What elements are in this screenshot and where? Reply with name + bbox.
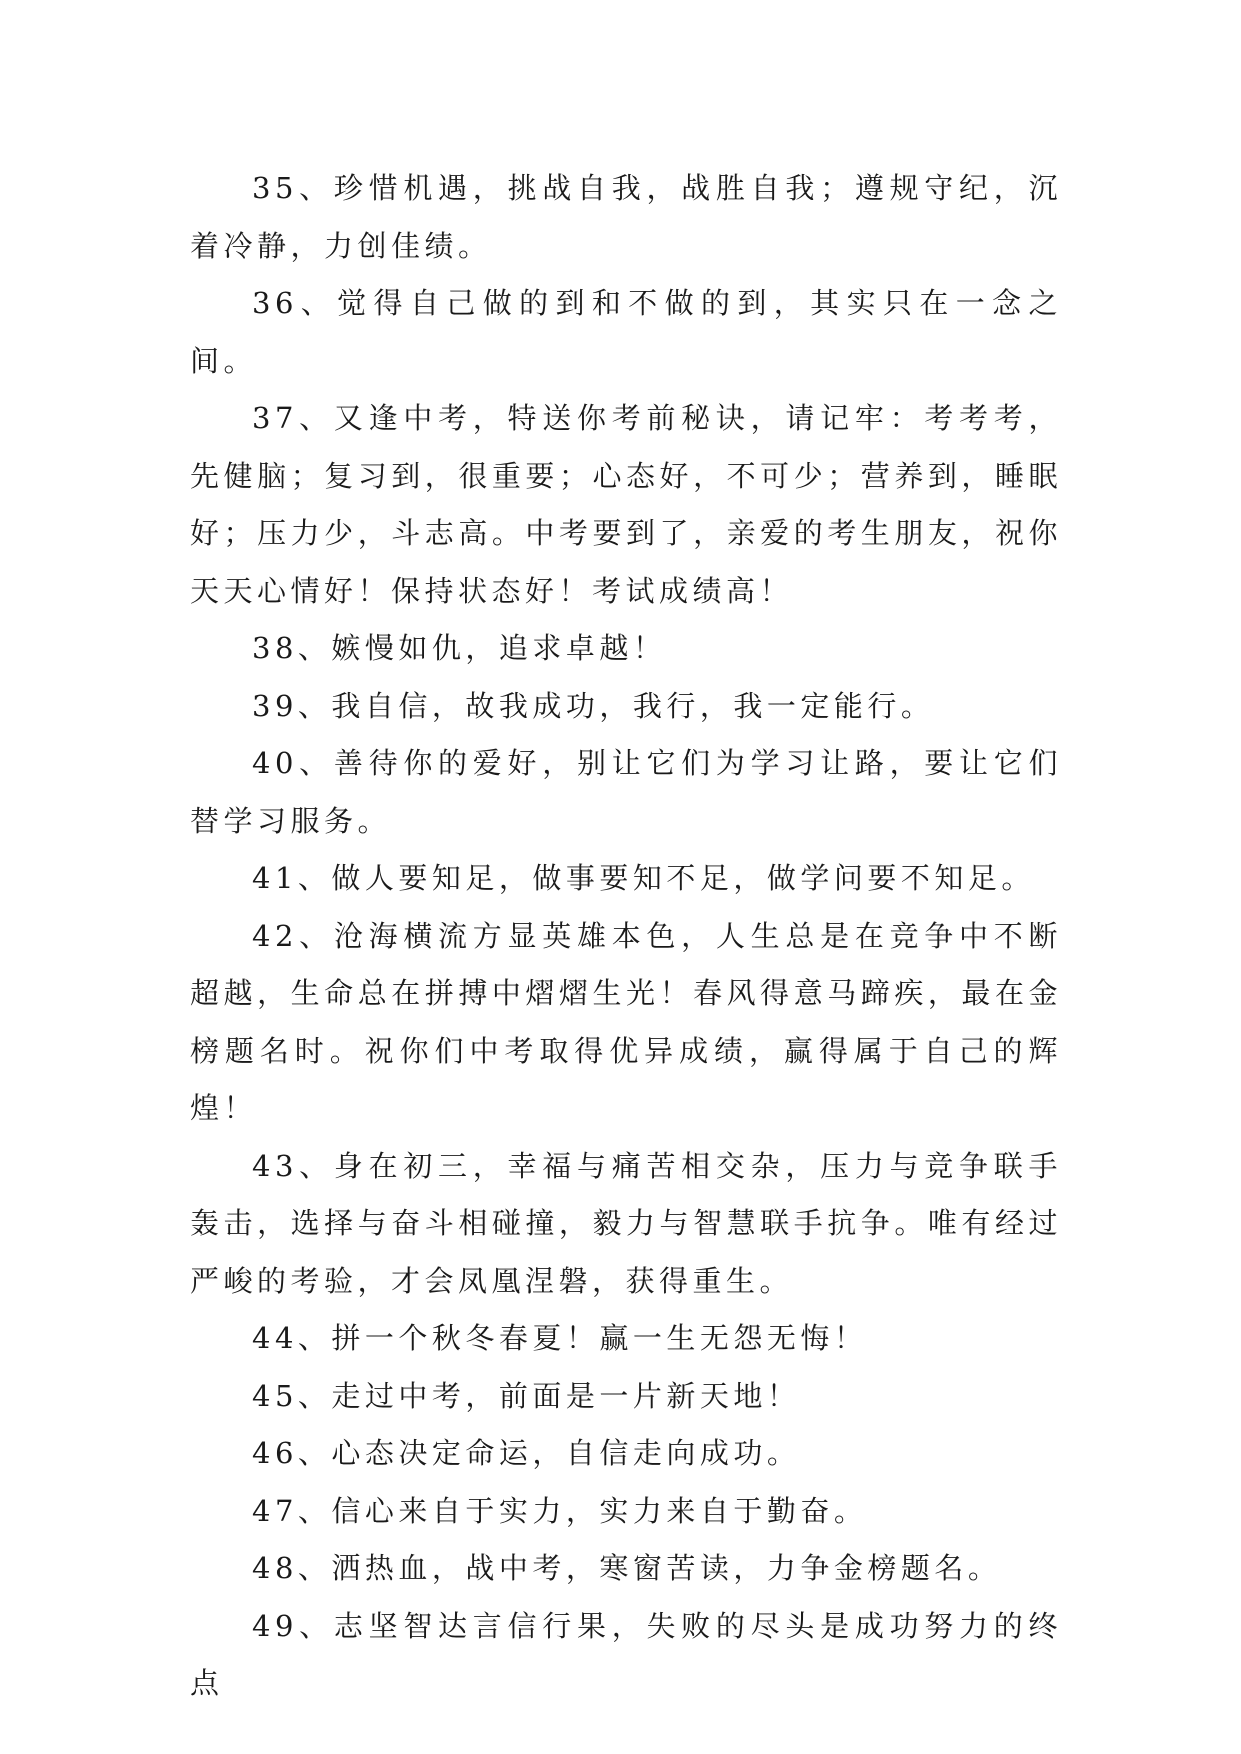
paragraph-45: 45、走过中考，前面是一片新天地！ [252, 1378, 801, 1413]
paragraph-37: 37、又逢中考，特送你考前秘诀，请记牢：考考考，先健脑；复习到，很重要；心态好，不可少；营养到，睡眠好；压力少，斗志高。中考要到了，亲爱的考生朋友，祝你天天心情好！保持状态好！考试成绩高！ [190, 401, 1062, 608]
paragraph-43: 43、身在初三，幸福与痛苦相交杂，压力与竞争联手轰击，选择与奋斗相碰撞，毅力与智慧联手抗争。唯有经过严峻的考验，才会凤凰涅磐，获得重生。 [190, 1148, 1062, 1298]
paragraph-49: 49、志坚智达言信行果，失败的尽头是成功努力的终点 [190, 1608, 1062, 1700]
paragraph-42: 42、沧海横流方显英雄本色，人生总是在竞争中不断超越，生命总在拼搏中熠熠生光！春风得意马蹄疾，最在金榜题名时。祝你们中考取得优异成绩，赢得属于自己的辉煌！ [190, 918, 1062, 1125]
paragraph-46: 46、心态决定命运，自信走向成功。 [252, 1436, 801, 1470]
paragraph-40: 40、善待你的爱好，别让它们为学习让路，要让它们替学习服务。 [190, 746, 1062, 838]
paragraph-47: 47、信心来自于实力，实力来自于勤奋。 [252, 1493, 868, 1528]
paragraph-48: 48、洒热血，战中考，寒窗苦读，力争金榜题名。 [252, 1551, 1002, 1585]
document-body [190, 160, 1062, 1713]
paragraph-44: 44、拼一个秋冬春夏！赢一生无怨无悔！ [252, 1321, 868, 1355]
paragraph-41: 41、做人要知足，做事要知不足，做学问要不知足。 [252, 861, 1035, 895]
paragraph-38: 38、嫉慢如仇，追求卓越！ [252, 631, 667, 665]
paragraph-36: 36、觉得自己做的到和不做的到，其实只在一念之间。 [190, 286, 1062, 378]
paragraph-39: 39、我自信，故我成功，我行，我一定能行。 [252, 688, 935, 723]
paragraph-35: 35、珍惜机遇，挑战自我，战胜自我；遵规守纪，沉着冷静，力创佳绩。 [190, 171, 1062, 263]
